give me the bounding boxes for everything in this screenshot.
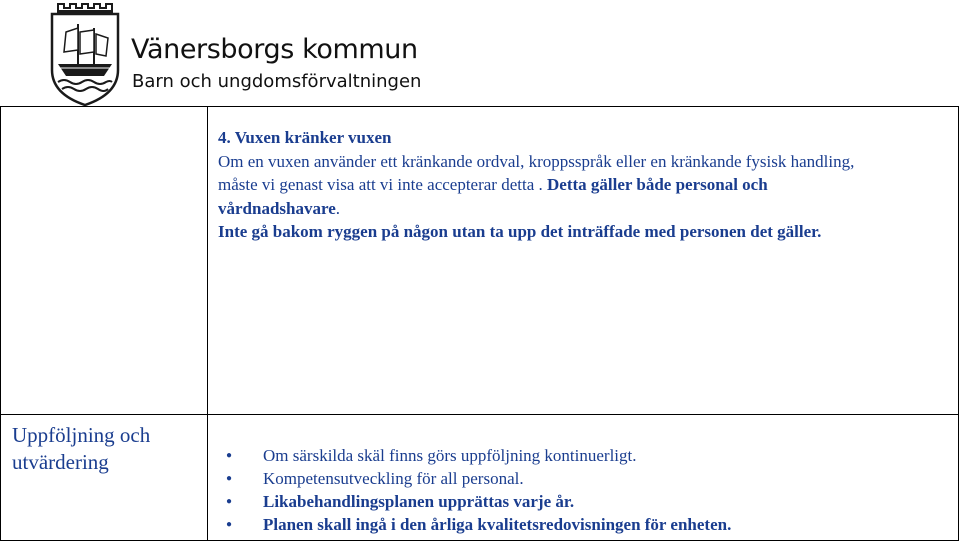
followup-label-line-1: Uppföljning och: [12, 423, 151, 447]
table-column-divider: [207, 106, 208, 541]
list-item: ● Planen skall ingå i den årliga kvalitetsredovisningen för enheten.: [226, 513, 731, 536]
table-left-border: [0, 106, 1, 541]
section-heading: 4. Vuxen kränker vuxen: [218, 128, 392, 147]
table-top-border: [0, 106, 959, 107]
list-item: ● Kompetensutveckling för all personal.: [226, 467, 731, 490]
list-item: ● Likabehandlingsplanen upprättas varje år.: [226, 490, 731, 513]
followup-list: [226, 444, 731, 536]
section-text-line-2-bold: Detta gäller både personal och: [542, 175, 768, 194]
table-row-divider: [0, 414, 959, 415]
coat-of-arms-ship-icon: [50, 2, 120, 106]
list-item: ● Om särskilda skäl finns görs uppföljning kontinuerligt.: [226, 444, 731, 467]
org-subtitle: Barn och ungdomsförvaltningen: [132, 71, 422, 92]
section-text-line-4: Inte gå bakom ryggen på någon utan ta upp det inträffade med personen det gäller.: [218, 222, 822, 241]
section-4-cell: [218, 126, 953, 244]
section-text-line-3-normal: .: [335, 198, 341, 218]
section-text-line-3-bold: vårdnadshavare: [218, 198, 336, 218]
table-right-border: [958, 106, 959, 541]
section-text-line-3: [218, 197, 953, 221]
section-text-line-1: Om en vuxen använder ett kränkande ordval, kroppsspråk eller en kränkande fysisk handling,: [218, 151, 855, 171]
followup-label-line-2: utvärdering: [12, 450, 109, 474]
org-name: Vänersborgs kommun: [131, 34, 418, 65]
followup-label: [12, 422, 150, 476]
section-text-line-2: [218, 173, 953, 197]
section-text-line-2-normal: måste vi genast visa att vi inte accepterar detta .: [218, 175, 543, 194]
